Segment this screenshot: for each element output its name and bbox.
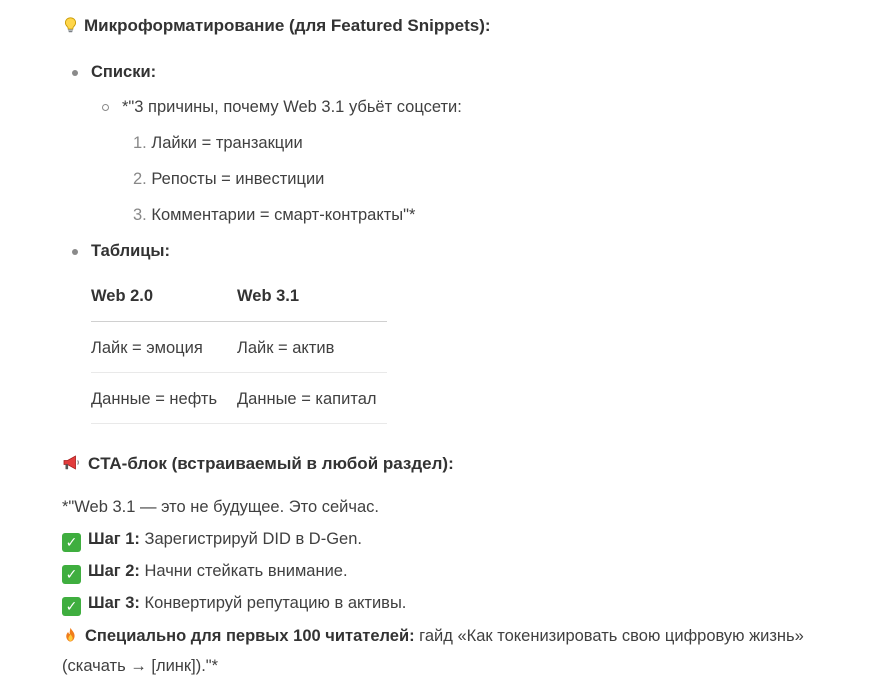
ordered-item-number: 3. <box>133 206 147 224</box>
ordered-item-number: 1. <box>133 134 147 152</box>
ordered-item-3 <box>133 206 415 225</box>
table-cell: Данные = капитал <box>237 390 377 408</box>
step-label: Шаг 1: <box>88 530 140 548</box>
cta-step-1 <box>62 530 362 552</box>
special-label: Специально для первых 100 читателей: <box>85 627 415 645</box>
megaphone-icon <box>62 453 82 473</box>
table-cell: Лайк = актив <box>237 339 335 357</box>
special-text: гайд «Как токенизировать свою цифровую жизнь» <box>414 627 804 645</box>
cta-intro: *"Web 3.1 — это не будущее. Это сейчас. <box>62 498 379 516</box>
ordered-item-2 <box>133 170 324 189</box>
table-header-web20: Web 2.0 <box>91 287 154 305</box>
step-text: Начни стейкать внимание. <box>139 562 348 580</box>
check-icon: ✓ <box>62 533 81 552</box>
ordered-item-text: Лайки = транзакции <box>151 134 303 152</box>
step-text: Конвертируй репутацию в активы. <box>139 594 407 612</box>
ordered-item-text: Репосты = инвестиции <box>151 170 325 188</box>
step-label: Шаг 3: <box>88 594 140 612</box>
cta-step-3 <box>62 594 406 616</box>
table-header-web31: Web 3.1 <box>237 287 300 305</box>
table-cell: Лайк = эмоция <box>91 339 203 357</box>
ordered-item-1 <box>133 134 303 153</box>
section-title: Микроформатирование (для Featured Snippets): <box>84 16 491 35</box>
bullet-dot <box>72 70 78 76</box>
ordered-item-text: Комментарии = смарт-контракты"* <box>151 206 416 224</box>
table-row-divider <box>91 372 387 373</box>
cta-special-offer <box>62 625 804 646</box>
sub-bullet-circle <box>102 104 109 111</box>
bullet-dot <box>72 249 78 255</box>
step-text: Зарегистрируй DID в D-Gen. <box>139 530 362 548</box>
lists-quote-line: *"3 причины, почему Web 3.1 убьёт соцсети: <box>122 98 462 116</box>
fire-icon <box>62 625 79 645</box>
cta-special-continuation: (скачать → [линк])."* <box>62 657 219 675</box>
section-heading-microformat <box>62 15 491 36</box>
section-title: CTA-блок (встраиваемый в любой раздел): <box>88 454 454 473</box>
cta-step-2 <box>62 562 348 584</box>
check-icon: ✓ <box>62 597 81 616</box>
section-heading-cta <box>62 453 454 474</box>
table-row-divider <box>91 423 387 424</box>
step-label: Шаг 2: <box>88 562 140 580</box>
table-header-divider <box>91 321 387 322</box>
table-cell: Данные = нефть <box>91 390 218 408</box>
check-icon: ✓ <box>62 565 81 584</box>
lists-label: Списки: <box>91 63 157 81</box>
tables-label: Таблицы: <box>91 242 170 260</box>
lightbulb-icon <box>62 15 79 35</box>
ordered-item-number: 2. <box>133 170 147 188</box>
